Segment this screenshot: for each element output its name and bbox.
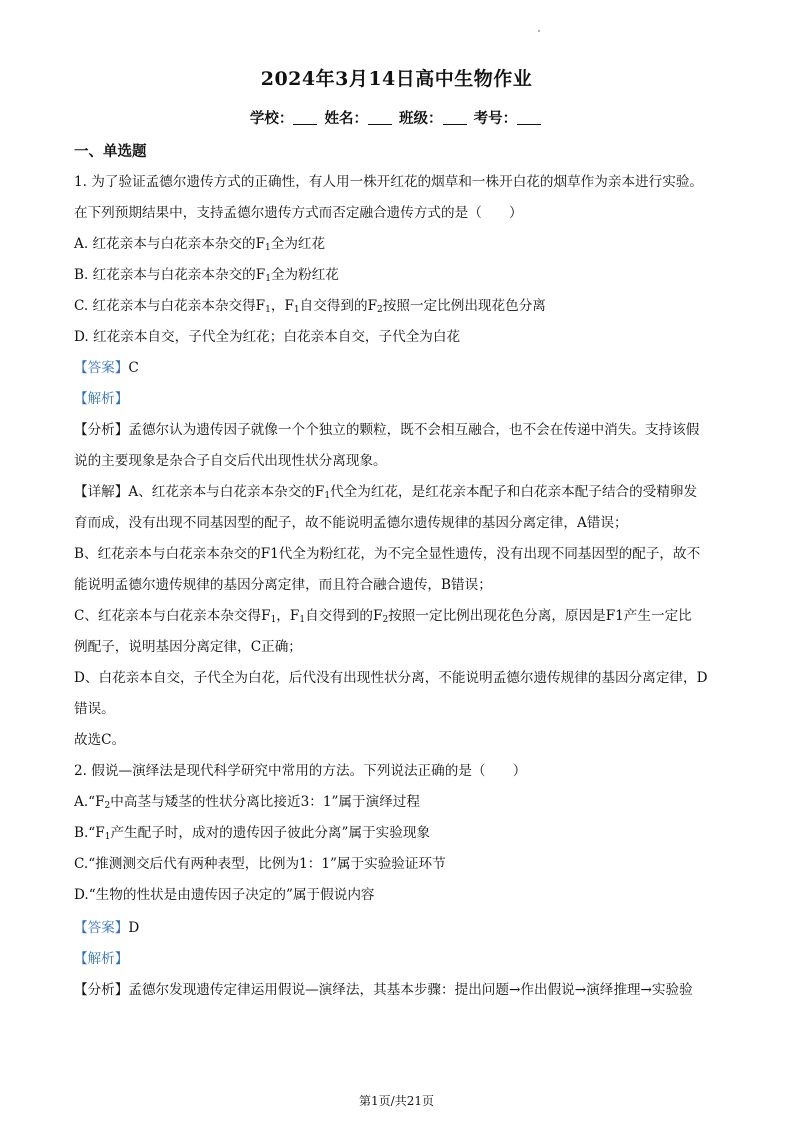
q1-option-b — [74, 266, 724, 288]
subscript: 1 — [293, 305, 300, 315]
answer-value: D — [128, 920, 140, 936]
school-blank — [293, 110, 317, 125]
exam-number-blank — [517, 110, 541, 125]
analysis-tag: 【解析】 — [74, 391, 129, 407]
subscript: 2 — [104, 801, 111, 811]
q1-detail-b-line-2: 能说明孟德尔遗传规律的基因分离定律，而且符合融合遗传，B错误； — [74, 577, 492, 593]
q1-stem-line-2: 在下列预期结果中，支持孟德尔遗传方式而否定融合遗传方式的是（ ） — [74, 205, 523, 221]
speck — [538, 30, 540, 32]
name-label: 姓名： — [324, 110, 368, 127]
subscript: 1 — [104, 832, 111, 842]
q1-detail-a-line-1 — [74, 483, 724, 505]
q1-detail-c-line-1 — [74, 607, 724, 629]
text: B. 红花亲本与白花亲本杂交的F — [74, 267, 266, 283]
q2-option-d: D.“生物的性状是由遗传因子决定的”属于假说内容 — [74, 887, 375, 903]
text: 自交得到的F — [305, 608, 383, 624]
text: 全为粉红花 — [270, 267, 339, 283]
q1-detail-c-line-2: 例配子，说明基因分离定律，C正确； — [74, 639, 302, 655]
class-blank — [443, 110, 467, 125]
text: C、红花亲本与白花亲本杂交得F — [74, 608, 271, 624]
subscript: 1 — [299, 615, 306, 625]
text: A、红花亲本与白花亲本杂交的F — [128, 484, 325, 500]
answer-value: C — [128, 360, 139, 376]
q1-conclusion: 故选C。 — [74, 732, 126, 748]
q1-fenxi-line-2: 说的主要现象是杂合子自交后代出现性状分离现象。 — [74, 453, 387, 469]
q1-detail-a-line-2: 育而成，没有出现不同基因型的配子，故不能说明孟德尔遗传规律的基因分离定律，A错误； — [74, 515, 628, 531]
text: 孟德尔认为遗传因子就像一个个独立的颗粒，既不会相互融合，也不会在传递中消失。支持该假 — [128, 422, 700, 438]
subscript: 1 — [324, 491, 331, 501]
q2-answer — [74, 919, 724, 937]
answer-tag: 【答案】 — [74, 360, 129, 376]
school-label: 学校： — [249, 110, 294, 127]
text: 代全为红花，是红花亲本配子和白花亲本配子结合的受精卵发 — [330, 484, 698, 500]
page-title: 2024年3月14日高中生物作业 — [260, 68, 533, 90]
subscript: 2 — [382, 615, 389, 625]
q1-option-a — [74, 235, 724, 257]
text: 自交得到的F — [299, 298, 378, 314]
text: 按照一定比例出现花色分离 — [382, 298, 546, 314]
text: 产生配子时，成对的遗传因子彼此分离”属于实验现象 — [110, 825, 431, 841]
section-heading: 一、单选题 — [74, 143, 147, 160]
text: ，F — [276, 608, 300, 624]
text: A.“F — [74, 794, 105, 810]
q1-option-c — [74, 297, 724, 319]
subscript: 1 — [265, 243, 271, 253]
q1-option-d: D. 红花亲本自交，子代全为红花；白花亲本自交，子代全为白花 — [74, 329, 461, 345]
exam-number-label: 考号： — [473, 110, 518, 127]
class-label: 班级： — [399, 110, 443, 127]
text: 中高茎与矮茎的性状分离比接近3：1”属于演绎过程 — [110, 794, 420, 810]
text: ，F — [270, 298, 294, 314]
q1-stem-line-1: 1. 为了验证孟德尔遗传方式的正确性，有人用一株开红花的烟草和一株开白花的烟草作为亲本进行实验。 — [74, 174, 704, 190]
text: A. 红花亲本与白花亲本杂交的F — [74, 236, 266, 252]
text: 全为红花 — [270, 236, 326, 252]
q2-option-a — [74, 793, 724, 815]
fenxi-tag: 【分析】 — [74, 422, 129, 438]
fenxi-tag: 【分析】 — [74, 982, 129, 998]
q2-option-b — [74, 824, 724, 846]
text: C. 红花亲本与白花亲本杂交得F — [74, 298, 266, 314]
q1-analysis-tag — [74, 390, 724, 408]
analysis-tag: 【解析】 — [74, 951, 129, 967]
q2-stem: 2. 假说—演绎法是现代科学研究中常用的方法。下列说法正确的是（ ） — [74, 763, 527, 779]
answer-tag: 【答案】 — [74, 920, 129, 936]
subscript: 1 — [270, 615, 277, 625]
text: B.“F — [74, 825, 105, 841]
q1-fenxi-line-1 — [74, 421, 724, 439]
detail-tag: 【详解】 — [74, 484, 129, 500]
q2-analysis-tag — [74, 950, 724, 968]
q2-option-c: C.“推测测交后代有两种表型，比例为1：1”属于实验验证环节 — [74, 856, 446, 872]
page-footer: 第1页/共21页 — [359, 1094, 434, 1108]
q1-answer — [74, 359, 724, 377]
text: 按照一定比例出现花色分离，原因是F1产生一定比 — [388, 608, 692, 624]
student-info-line — [0, 107, 793, 128]
subscript: 1 — [265, 274, 271, 284]
q1-detail-b-line-1: B、红花亲本与白花亲本杂交的F1代全为粉红花，为不完全显性遗传，没有出现不同基因型的配子，故不 — [74, 546, 701, 562]
name-blank — [368, 110, 392, 125]
q1-detail-d-line-2: 错误。 — [74, 701, 115, 717]
q1-detail-d-line-1: D、白花亲本自交，子代全为白花，后代没有出现性状分离，不能说明孟德尔遗传规律的基因分离定律，D — [74, 670, 708, 686]
text: 孟德尔发现遗传定律运用假说—演绎法，其基本步骤：提出问题→作出假说→演绎推理→实验验 — [128, 982, 693, 998]
q2-fenxi-line-1 — [74, 981, 724, 999]
subscript: 1 — [265, 305, 271, 315]
subscript: 2 — [377, 305, 383, 315]
